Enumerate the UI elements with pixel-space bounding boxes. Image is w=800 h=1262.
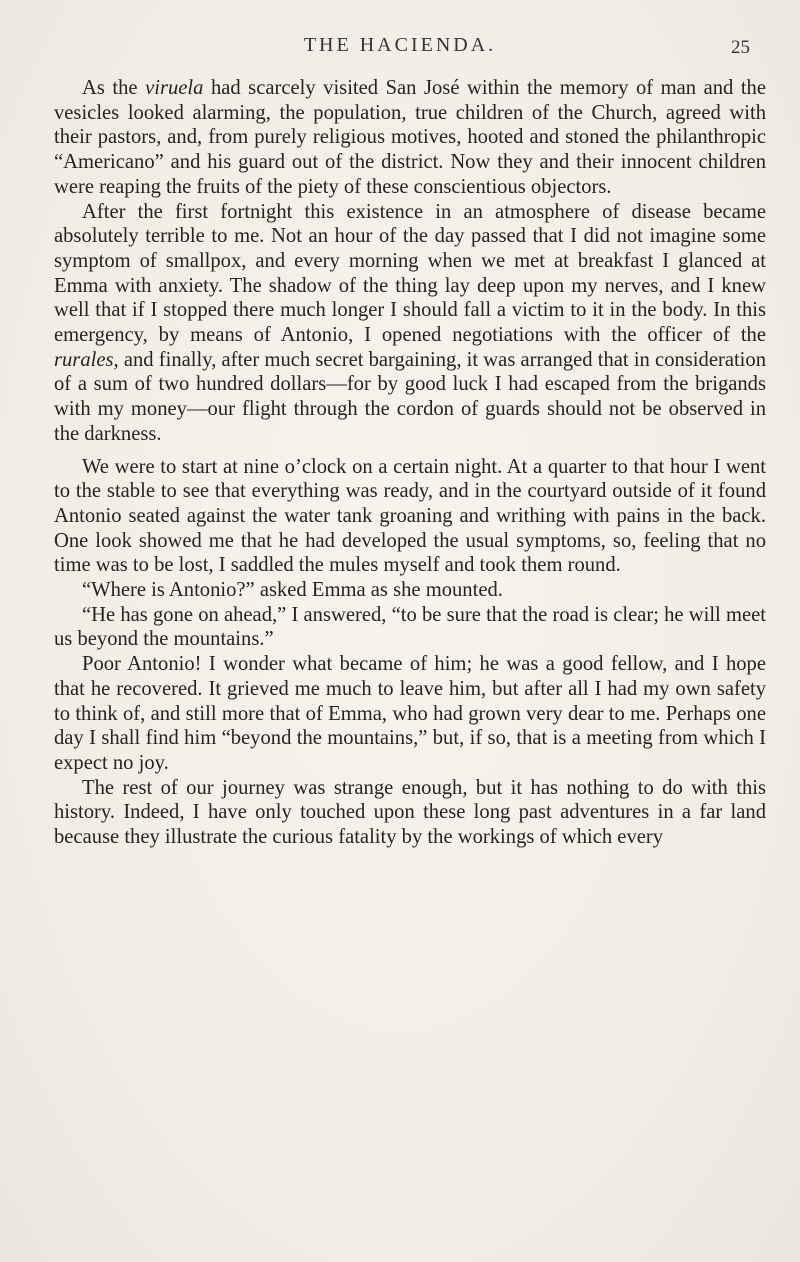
paragraph: The rest of our journey was strange enough, but it has nothing to do with this history. Indeed, I have only touched upon these long past adventures in a far land because they illustrate the curious fatality by the workings of which every [54, 776, 766, 849]
paragraph: After the first fortnight this existence in an atmosphere of disease became absolutely terrible to me. Not an hour of the day passed that I did not imagine some symptom of smallpox, and every morning when we met at breakfast I glanced at Emma with anxiety. The shadow of the thing lay deep upon my nerves, and I knew well that if I stopped there much longer I should fall a victim to it in the body. In this emergency, by means of Antonio, I opened negotiations with the officer of the rurales, and finally, after much secret bargaining, it was arranged that in consideration of a sum of two hundred dollars—for by good luck I had escaped from the brigands with my money—our flight through the cordon of guards should not be observed in the darkness. [54, 200, 766, 445]
paragraph: As the viruela had scarcely visited San José within the memory of man and the vesicles looked alarming, the population, true children of the Church, agreed with their pastors, and, from purely religious motives, hooted and stoned the philanthropic “Americano” and his guard out of the district. Now they and their innocent children were reaping the fruits of the piety of these conscientious objectors. [54, 77, 766, 198]
body-text [54, 76, 766, 850]
paragraph: Poor Antonio! I wonder what became of him; he was a good fellow, and I hope that he recovered. It grieved me much to leave him, but after all I had my own safety to think of, and still more that of Emma, who had grown very dear to me. Perhaps one day I shall find him “beyond the mountains,” but, if so, that is a meeting from which I expect no joy. [54, 653, 766, 774]
paragraph: We were to start at nine o’clock on a certain night. At a quarter to that hour I went to the stable to see that everything was ready, and in the courtyard outside of it found Antonio seated against the water tank groaning and writhing with pains in the back. One look showed me that he had developed the usual symptoms, so, feeling that no time was to be lost, I saddled the mules myself and took them round. [54, 455, 766, 577]
running-head: THE HACIENDA. [303, 34, 497, 56]
paragraph: “He has gone on ahead,” I answered, “to be sure that the road is clear; he will meet us beyond the mountains.” [54, 603, 766, 651]
page-number: 25 [731, 37, 750, 58]
paragraph: “Where is Antonio?” asked Emma as she mounted. [82, 579, 503, 602]
